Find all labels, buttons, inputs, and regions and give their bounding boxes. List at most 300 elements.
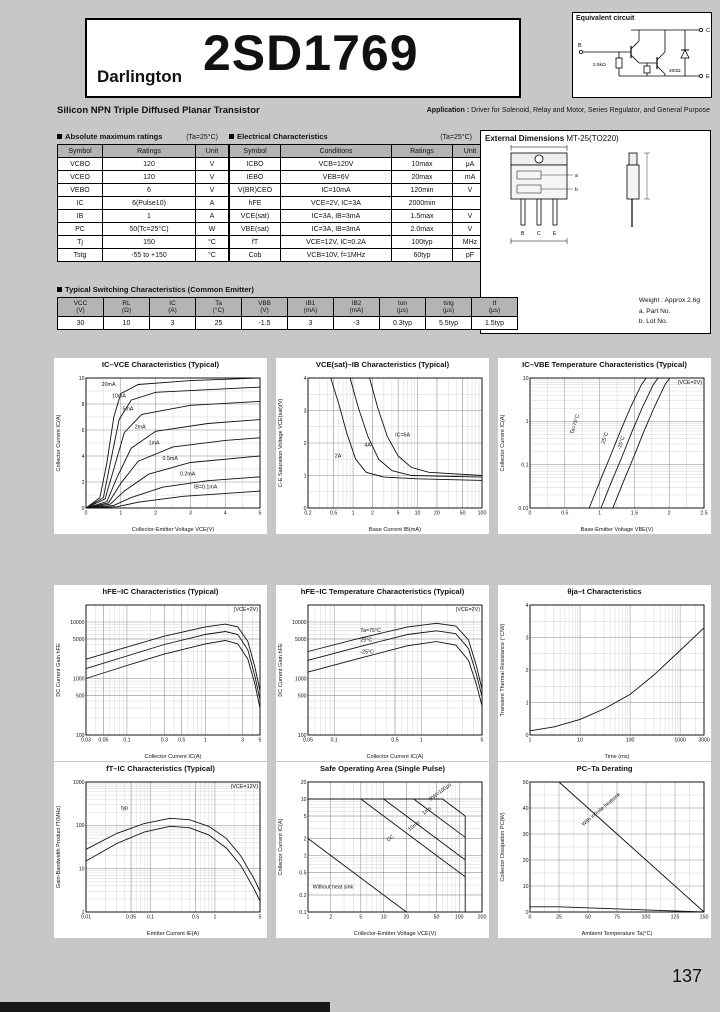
- svg-text:20: 20: [434, 510, 440, 517]
- svg-text:500: 500: [297, 693, 307, 700]
- svg-text:Collector Current IC(A): Collector Current IC(A): [500, 414, 506, 472]
- svg-text:100: 100: [641, 914, 651, 921]
- table-cell: V: [196, 171, 229, 184]
- svg-text:10: 10: [78, 375, 85, 382]
- svg-text:10000: 10000: [292, 619, 307, 626]
- table-cell: Cob: [230, 249, 281, 262]
- svg-text:0.1: 0.1: [123, 737, 131, 744]
- svg-text:(VCE=2V): (VCE=2V): [233, 607, 258, 613]
- svg-text:75: 75: [614, 914, 620, 921]
- table-cell: IC=3A, IB=3mA: [281, 210, 392, 223]
- column-header: Conditions: [281, 145, 392, 158]
- svg-text:1000: 1000: [72, 779, 85, 786]
- table-row: [230, 197, 488, 210]
- column-header: Unit: [196, 145, 229, 158]
- table-cell: 10: [104, 317, 150, 330]
- section-marker: [229, 134, 234, 139]
- chart-title: hFE–IC Temperature Characteristics (Typical): [300, 587, 465, 596]
- table-cell: V(BR)CEO: [230, 184, 281, 197]
- title-block: [85, 18, 521, 98]
- svg-text:5000: 5000: [72, 636, 85, 643]
- svg-text:50: 50: [522, 779, 529, 786]
- svg-text:C-E Saturation Voltage VCE(sat: C-E Saturation Voltage VCE(sat)(V): [278, 398, 284, 488]
- part-number: 2SD1769: [203, 25, 419, 81]
- table-row: [58, 223, 229, 236]
- svg-text:2: 2: [371, 510, 374, 517]
- absolute-maximum-ratings-table: [57, 144, 229, 262]
- weight-note: Weight : Approx 2.6g: [638, 297, 700, 305]
- electrical-title: Electrical Characteristics: [237, 132, 328, 141]
- svg-text:IC=6A: IC=6A: [395, 432, 411, 439]
- table-row: [230, 210, 488, 223]
- svg-text:PW=100μs: PW=100μs: [428, 782, 453, 803]
- svg-text:1: 1: [303, 853, 307, 860]
- column-header: IB1 (mA): [288, 298, 334, 317]
- svg-text:2: 2: [303, 836, 307, 843]
- svg-text:Transient Thermal Resistance (: Transient Thermal Resistance (°C/W): [500, 623, 506, 717]
- svg-text:100: 100: [454, 914, 464, 921]
- table-cell: 120: [103, 171, 196, 184]
- svg-text:0.5: 0.5: [191, 914, 200, 921]
- bottom-bar: [0, 1002, 330, 1012]
- chart-hfe-ic-temperature: [276, 585, 489, 761]
- column-header: Symbol: [230, 145, 281, 158]
- table-cell: VEBO: [58, 184, 103, 197]
- svg-text:(VCE=12V): (VCE=12V): [230, 784, 258, 790]
- svg-text:0.01: 0.01: [80, 914, 92, 921]
- table-cell: V: [453, 223, 488, 236]
- table-row: [58, 171, 229, 184]
- table-cell: PC: [58, 223, 103, 236]
- table-cell: Tstg: [58, 249, 103, 262]
- svg-text:10: 10: [380, 914, 387, 921]
- terminal-e-label: E: [706, 74, 710, 80]
- column-header: IB2 (mA): [334, 298, 380, 317]
- svg-text:2.5: 2.5: [700, 510, 708, 517]
- svg-text:0.1: 0.1: [330, 737, 338, 744]
- mark-a: a: [575, 173, 578, 179]
- svg-text:100: 100: [75, 732, 85, 739]
- svg-text:Without heat sink: Without heat sink: [312, 884, 354, 891]
- svg-text:1: 1: [351, 510, 355, 517]
- table-cell: °C: [196, 236, 229, 249]
- svg-text:6: 6: [81, 427, 85, 434]
- table-cell: VCB=10V, f=1MHz: [281, 249, 392, 262]
- svg-text:4: 4: [303, 375, 307, 382]
- table-cell: VBE(sat): [230, 223, 281, 236]
- svg-text:25°C: 25°C: [600, 431, 611, 445]
- external-dimensions-label: External Dimensions: [485, 134, 565, 143]
- column-header: VCC (V): [58, 298, 104, 317]
- column-header: Unit: [453, 145, 488, 158]
- table-cell: VCEO: [58, 171, 103, 184]
- table-cell: A: [196, 197, 229, 210]
- table-row: [230, 223, 488, 236]
- table-cell: 120min: [392, 184, 453, 197]
- chart-title: θja–t Characteristics: [567, 587, 642, 596]
- table-cell: 6: [103, 184, 196, 197]
- table-row: [58, 184, 229, 197]
- application-label: Application :: [426, 107, 470, 114]
- svg-text:0.01: 0.01: [518, 505, 529, 512]
- table-cell: MHz: [453, 236, 488, 249]
- table-cell: VCE(sat): [230, 210, 281, 223]
- table-cell: W: [196, 223, 229, 236]
- svg-text:Ta=75°C: Ta=75°C: [360, 628, 381, 635]
- chart-theta-ja-t: [498, 585, 711, 761]
- svg-text:100: 100: [75, 823, 85, 830]
- svg-text:1000: 1000: [72, 676, 85, 683]
- svg-text:20mA: 20mA: [101, 381, 116, 388]
- equivalent-circuit-drawing: [573, 22, 711, 90]
- svg-text:Collector Current IC(A): Collector Current IC(A): [278, 818, 284, 876]
- table-cell: VCBO: [58, 158, 103, 171]
- table-row: [230, 171, 488, 184]
- svg-text:5: 5: [258, 914, 262, 921]
- svg-text:0.1: 0.1: [146, 914, 155, 921]
- svg-text:20: 20: [300, 779, 307, 786]
- svg-text:50: 50: [433, 914, 440, 921]
- table-cell: IC=10mA: [281, 184, 392, 197]
- table-cell: 20max: [392, 171, 453, 184]
- svg-text:Ambient Temperature Ta(°C): Ambient Temperature Ta(°C): [581, 931, 653, 937]
- svg-text:0.5: 0.5: [299, 870, 307, 877]
- chart-plot: [498, 598, 711, 761]
- chart-safe-operating-area: [276, 762, 489, 938]
- chart-ic-vbe-temperature: [498, 358, 711, 534]
- table-cell: 10max: [392, 158, 453, 171]
- svg-text:5: 5: [258, 510, 262, 517]
- svg-text:1000: 1000: [294, 676, 307, 683]
- pin-1-label: B: [521, 231, 525, 237]
- table-cell: VEB=6V: [281, 171, 392, 184]
- svg-text:Collector-Emitter Voltage VCE(: Collector-Emitter Voltage VCE(V): [131, 527, 215, 533]
- svg-text:1: 1: [419, 737, 423, 744]
- chart-vce-sat-ib: [276, 358, 489, 534]
- table-cell: Tj: [58, 236, 103, 249]
- svg-text:0.5mA: 0.5mA: [162, 455, 178, 462]
- svg-text:25: 25: [556, 914, 562, 921]
- table-row: [230, 184, 488, 197]
- svg-text:Base Current IB(mA): Base Current IB(mA): [369, 527, 421, 533]
- table-cell: 25: [196, 317, 242, 330]
- svg-text:(VCE=2V): (VCE=2V): [677, 380, 702, 386]
- chart-ic-vce: [54, 358, 267, 534]
- chart-plot: [276, 598, 489, 761]
- chart-pc-ta-derating: [498, 762, 711, 938]
- svg-text:4: 4: [525, 602, 529, 609]
- table-cell: 2000min: [392, 197, 453, 210]
- svg-text:1.5: 1.5: [630, 510, 639, 517]
- svg-text:20: 20: [403, 914, 410, 921]
- svg-text:0.1: 0.1: [521, 462, 529, 469]
- svg-text:125: 125: [670, 914, 680, 921]
- svg-text:10: 10: [577, 737, 583, 744]
- table-cell: 120: [103, 158, 196, 171]
- svg-text:0: 0: [81, 505, 85, 512]
- svg-text:100: 100: [625, 737, 635, 744]
- chart-hfe-ic: [54, 585, 267, 761]
- abs-max-section-title: [57, 132, 218, 141]
- column-header: tstg (μs): [426, 298, 472, 317]
- svg-text:0.2mA: 0.2mA: [179, 471, 196, 478]
- svg-text:DC Current Gain hFE: DC Current Gain hFE: [278, 643, 284, 697]
- dimension-notes: [639, 296, 700, 327]
- resistor-r2-value: 200Ω: [669, 69, 681, 74]
- svg-text:0.2: 0.2: [304, 510, 312, 517]
- svg-text:1: 1: [203, 737, 207, 744]
- electrical-condition: (Ta=25°C): [440, 134, 472, 141]
- table-cell: 5.5typ: [426, 317, 472, 330]
- svg-text:3000: 3000: [698, 737, 710, 744]
- svg-text:0: 0: [84, 510, 88, 517]
- abs-max-condition: (Ta=25°C): [186, 134, 218, 141]
- table-cell: V: [453, 210, 488, 223]
- table-cell: hFE: [230, 197, 281, 210]
- column-header: Ratings: [392, 145, 453, 158]
- svg-text:1: 1: [306, 914, 310, 921]
- svg-text:20: 20: [522, 857, 529, 864]
- electrical-section-title: [229, 132, 472, 141]
- table-cell: IC: [58, 197, 103, 210]
- svg-text:2: 2: [81, 479, 85, 486]
- abs-max-title: Absolute maximum ratings: [65, 132, 163, 141]
- chart-title: hFE–IC Characteristics (Typical): [102, 587, 219, 596]
- pin-2-label: C: [537, 231, 541, 237]
- svg-text:0.5: 0.5: [178, 737, 186, 744]
- svg-text:2A: 2A: [334, 453, 342, 460]
- table-cell: A: [196, 210, 229, 223]
- svg-text:500: 500: [75, 693, 85, 700]
- svg-text:25°C: 25°C: [360, 637, 373, 644]
- svg-text:2: 2: [303, 440, 307, 447]
- svg-text:4: 4: [223, 510, 227, 517]
- svg-text:50: 50: [459, 510, 466, 517]
- table-row: [58, 249, 229, 262]
- table-row: [230, 236, 488, 249]
- table-cell: 100typ: [392, 236, 453, 249]
- svg-text:5: 5: [396, 510, 400, 517]
- resistor-r1-value: 2.5kΩ: [593, 63, 606, 68]
- svg-text:Collector Dissipation PC(W): Collector Dissipation PC(W): [500, 812, 506, 882]
- svg-text:10ms: 10ms: [407, 820, 422, 833]
- equivalent-circuit-box: [572, 12, 712, 98]
- svg-text:2mA: 2mA: [134, 424, 146, 431]
- section-marker: [57, 134, 62, 139]
- svg-text:Emitter Current IE(A): Emitter Current IE(A): [146, 931, 200, 937]
- svg-text:2: 2: [525, 667, 529, 674]
- switching-section-title: [57, 285, 471, 294]
- table-cell: 1.5typ: [472, 317, 518, 330]
- svg-text:1mA: 1mA: [148, 440, 160, 447]
- svg-text:0.3: 0.3: [160, 737, 168, 744]
- table-cell: 0.3typ: [380, 317, 426, 330]
- svg-text:Gain-Bandwidth Product fT(MHz): Gain-Bandwidth Product fT(MHz): [56, 805, 62, 889]
- svg-text:10: 10: [522, 883, 529, 890]
- svg-text:10: 10: [414, 510, 421, 517]
- svg-text:0.1: 0.1: [299, 909, 307, 916]
- column-header: Ta (°C): [196, 298, 242, 317]
- package-drawing: [481, 143, 710, 273]
- switching-title: Typical Switching Characteristics (Common Emitter): [65, 285, 254, 294]
- svg-text:DC: DC: [385, 833, 396, 844]
- svg-text:0.05: 0.05: [302, 737, 314, 744]
- svg-text:typ: typ: [121, 805, 129, 812]
- table-cell: 6(Pulse10): [103, 197, 196, 210]
- chart-plot: [498, 371, 711, 534]
- column-header: tf (μs): [472, 298, 518, 317]
- table-cell: VCE=12V, IC=0.2A: [281, 236, 392, 249]
- svg-text:0.5: 0.5: [391, 737, 399, 744]
- svg-text:2: 2: [667, 510, 671, 517]
- svg-text:Ta=75°C: Ta=75°C: [569, 413, 582, 435]
- table-cell: 3: [150, 317, 196, 330]
- svg-text:10mA: 10mA: [112, 393, 126, 400]
- chart-ft-ic: [54, 762, 267, 938]
- svg-text:Base-Emitter Voltage VBE(V): Base-Emitter Voltage VBE(V): [580, 527, 654, 533]
- svg-text:100: 100: [477, 510, 487, 517]
- svg-text:10: 10: [300, 796, 307, 803]
- svg-text:5000: 5000: [294, 636, 307, 643]
- table-cell: IC=3A, IB=3mA: [281, 223, 392, 236]
- table-cell: fT: [230, 236, 281, 249]
- svg-text:1: 1: [528, 737, 532, 744]
- svg-text:1: 1: [119, 510, 123, 517]
- chart-plot: [498, 775, 711, 938]
- svg-text:3: 3: [303, 408, 307, 415]
- table-row: [58, 210, 229, 223]
- chart-title: PC–Ta Derating: [576, 764, 633, 773]
- svg-text:1: 1: [303, 473, 307, 480]
- table-cell: VCB=120V: [281, 158, 392, 171]
- svg-text:5mA: 5mA: [122, 406, 134, 413]
- column-header: Symbol: [58, 145, 103, 158]
- pin-3-label: E: [553, 231, 557, 237]
- section-marker: [57, 287, 62, 292]
- svg-text:0: 0: [528, 510, 532, 517]
- svg-text:0.2: 0.2: [299, 892, 307, 899]
- svg-text:10000: 10000: [70, 619, 85, 626]
- svg-text:1: 1: [81, 909, 85, 916]
- table-cell: 1: [103, 210, 196, 223]
- svg-text:Collector Current IC(A): Collector Current IC(A): [366, 754, 424, 760]
- table-cell: IEBO: [230, 171, 281, 184]
- table-cell: 50(Tc=25°C): [103, 223, 196, 236]
- svg-text:30: 30: [522, 831, 529, 838]
- table-cell: ICBO: [230, 158, 281, 171]
- svg-text:1ms: 1ms: [421, 805, 434, 817]
- table-cell: pF: [453, 249, 488, 262]
- svg-text:3: 3: [241, 737, 245, 744]
- chart-title: IC–VCE Characteristics (Typical): [101, 360, 220, 369]
- table-row: [58, 158, 229, 171]
- table-cell: 150: [103, 236, 196, 249]
- application-line: [300, 107, 710, 114]
- svg-text:1: 1: [213, 914, 217, 921]
- chart-plot: [54, 371, 267, 534]
- table-cell: 1.5max: [392, 210, 453, 223]
- table-row: [58, 317, 518, 330]
- table-cell: -3: [334, 317, 380, 330]
- chart-title: VCE(sat)–IB Characteristics (Typical): [315, 360, 450, 369]
- table-cell: 30: [58, 317, 104, 330]
- table-cell: 3: [288, 317, 334, 330]
- svg-text:0.05: 0.05: [126, 914, 137, 921]
- table-cell: -55 to +150: [103, 249, 196, 262]
- mark-b: b: [575, 187, 578, 193]
- table-cell: V: [196, 184, 229, 197]
- svg-text:40: 40: [522, 805, 529, 812]
- svg-text:IB=0.1mA: IB=0.1mA: [193, 484, 218, 491]
- table-row: [58, 236, 229, 249]
- table-cell: μA: [453, 158, 488, 171]
- svg-text:With infinite heatsink: With infinite heatsink: [580, 791, 622, 828]
- chart-plot: [54, 598, 267, 761]
- svg-text:Time (ms): Time (ms): [604, 754, 630, 760]
- svg-text:5: 5: [258, 737, 262, 744]
- terminal-c-label: C: [706, 28, 710, 34]
- svg-text:-25°C: -25°C: [616, 435, 627, 451]
- note-b: b. Lot No.: [638, 317, 668, 325]
- note-a: a. Part No.: [638, 307, 671, 315]
- svg-text:0: 0: [303, 505, 307, 512]
- svg-text:0: 0: [525, 909, 529, 916]
- table-cell: 60typ: [392, 249, 453, 262]
- external-dimensions-title: [481, 131, 710, 143]
- svg-text:2: 2: [329, 914, 333, 921]
- svg-text:Collector Current IC(A): Collector Current IC(A): [56, 414, 62, 472]
- package-name: MT-25(TO220): [566, 134, 619, 143]
- svg-text:100: 100: [297, 732, 307, 739]
- svg-text:5: 5: [359, 914, 363, 921]
- table-row: [230, 249, 488, 262]
- svg-text:8: 8: [81, 401, 85, 408]
- electrical-characteristics-table: [229, 144, 488, 262]
- svg-text:-25°C: -25°C: [360, 649, 374, 656]
- svg-text:10: 10: [522, 375, 529, 382]
- equivalent-circuit-title: Equivalent circuit: [576, 15, 635, 22]
- chart-title: IC–VBE Temperature Characteristics (Typical): [522, 360, 687, 369]
- application-text: Driver for Solenoid, Relay and Motor, Series Regulator, and General Purpose: [471, 107, 710, 114]
- table-cell: VCE=2V, IC=3A: [281, 197, 392, 210]
- chart-plot: [276, 371, 489, 534]
- svg-text:3: 3: [188, 510, 192, 517]
- chart-title: fT–IC Characteristics (Typical): [106, 764, 215, 773]
- svg-text:0.05: 0.05: [98, 737, 109, 744]
- svg-text:0.03: 0.03: [80, 737, 92, 744]
- svg-text:200: 200: [477, 914, 487, 921]
- svg-text:0: 0: [528, 914, 532, 921]
- svg-text:5: 5: [303, 813, 307, 820]
- table-cell: mA: [453, 171, 488, 184]
- table-cell: 2.0max: [392, 223, 453, 236]
- column-header: Ratings: [103, 145, 196, 158]
- switching-characteristics-table: [57, 297, 518, 330]
- svg-text:1000: 1000: [674, 737, 686, 744]
- svg-text:4A: 4A: [364, 442, 371, 449]
- column-header: RL (Ω): [104, 298, 150, 317]
- svg-text:3: 3: [525, 635, 529, 642]
- svg-text:2: 2: [154, 510, 158, 517]
- svg-text:1: 1: [525, 700, 529, 707]
- svg-text:1: 1: [525, 419, 529, 426]
- svg-text:DC Current Gain hFE: DC Current Gain hFE: [56, 643, 62, 697]
- device-subtitle: Silicon NPN Triple Diffused Planar Transistor: [57, 105, 260, 116]
- table-row: [58, 197, 229, 210]
- svg-text:50: 50: [585, 914, 591, 921]
- page-number: 137: [672, 966, 703, 986]
- terminal-b-label: B: [578, 43, 582, 49]
